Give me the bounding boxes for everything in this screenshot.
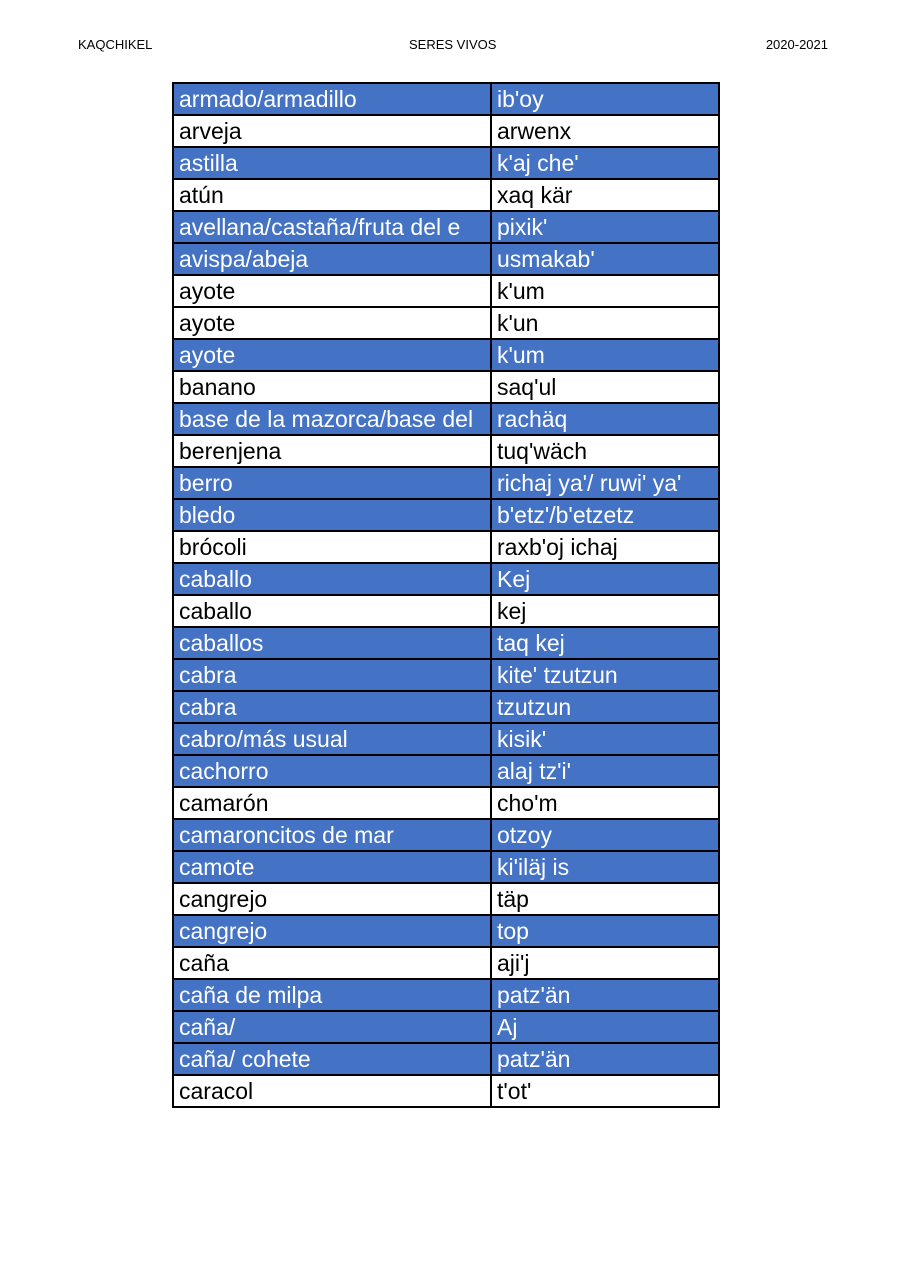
table-row	[173, 755, 719, 787]
table-row	[173, 147, 719, 179]
table-row	[173, 243, 719, 275]
kaqchikel-cell: tzutzun	[491, 691, 719, 723]
spanish-cell: avellana/castaña/fruta del e	[173, 211, 491, 243]
table-row	[173, 563, 719, 595]
kaqchikel-cell: ib'oy	[491, 83, 719, 115]
kaqchikel-cell: arwenx	[491, 115, 719, 147]
spanish-cell: caña	[173, 947, 491, 979]
kaqchikel-cell: k'um	[491, 339, 719, 371]
kaqchikel-cell: aji'j	[491, 947, 719, 979]
kaqchikel-cell: rachäq	[491, 403, 719, 435]
kaqchikel-cell: saq'ul	[491, 371, 719, 403]
spanish-cell: caballo	[173, 563, 491, 595]
spanish-cell: avispa/abeja	[173, 243, 491, 275]
spanish-cell: cachorro	[173, 755, 491, 787]
kaqchikel-cell: patz'än	[491, 1043, 719, 1075]
spanish-cell: ayote	[173, 275, 491, 307]
table-row	[173, 179, 719, 211]
spanish-cell: cabra	[173, 691, 491, 723]
table-row	[173, 595, 719, 627]
kaqchikel-cell: pixik'	[491, 211, 719, 243]
kaqchikel-cell: kite' tzutzun	[491, 659, 719, 691]
table-row	[173, 115, 719, 147]
kaqchikel-cell: usmakab'	[491, 243, 719, 275]
spanish-cell: caña/	[173, 1011, 491, 1043]
spanish-cell: arveja	[173, 115, 491, 147]
kaqchikel-cell: b'etz'/b'etzetz	[491, 499, 719, 531]
table-row	[173, 211, 719, 243]
table-row	[173, 83, 719, 115]
kaqchikel-cell: k'un	[491, 307, 719, 339]
table-row	[173, 403, 719, 435]
table-row	[173, 1075, 719, 1107]
kaqchikel-cell: täp	[491, 883, 719, 915]
table-row	[173, 915, 719, 947]
kaqchikel-cell: alaj tz'i'	[491, 755, 719, 787]
kaqchikel-cell: tuq'wäch	[491, 435, 719, 467]
spanish-cell: camote	[173, 851, 491, 883]
spanish-cell: brócoli	[173, 531, 491, 563]
table-row	[173, 659, 719, 691]
kaqchikel-cell: top	[491, 915, 719, 947]
table-row	[173, 883, 719, 915]
spanish-cell: ayote	[173, 339, 491, 371]
kaqchikel-cell: Aj	[491, 1011, 719, 1043]
kaqchikel-cell: patz'än	[491, 979, 719, 1011]
spanish-cell: caracol	[173, 1075, 491, 1107]
table-row	[173, 531, 719, 563]
spanish-cell: banano	[173, 371, 491, 403]
vocabulary-table	[172, 82, 720, 1108]
kaqchikel-cell: xaq kär	[491, 179, 719, 211]
kaqchikel-cell: kisik'	[491, 723, 719, 755]
table-row	[173, 307, 719, 339]
table-row	[173, 691, 719, 723]
spanish-cell: caña de milpa	[173, 979, 491, 1011]
spanish-cell: caña/ cohete	[173, 1043, 491, 1075]
table-row	[173, 339, 719, 371]
table-row	[173, 371, 719, 403]
table-row	[173, 787, 719, 819]
spanish-cell: armado/armadillo	[173, 83, 491, 115]
table-row	[173, 627, 719, 659]
kaqchikel-cell: taq kej	[491, 627, 719, 659]
spanish-cell: berro	[173, 467, 491, 499]
table-row	[173, 1043, 719, 1075]
spanish-cell: berenjena	[173, 435, 491, 467]
table-row	[173, 1011, 719, 1043]
kaqchikel-cell: richaj ya'/ ruwi' ya'	[491, 467, 719, 499]
spanish-cell: astilla	[173, 147, 491, 179]
table-row	[173, 723, 719, 755]
spanish-cell: base de la mazorca/base del	[173, 403, 491, 435]
spanish-cell: caballo	[173, 595, 491, 627]
kaqchikel-cell: t'ot'	[491, 1075, 719, 1107]
table-row	[173, 947, 719, 979]
spanish-cell: camaroncitos de mar	[173, 819, 491, 851]
table-row	[173, 275, 719, 307]
kaqchikel-cell: kej	[491, 595, 719, 627]
header-year: 2020-2021	[765, 37, 828, 52]
kaqchikel-cell: otzoy	[491, 819, 719, 851]
spanish-cell: ayote	[173, 307, 491, 339]
spanish-cell: bledo	[173, 499, 491, 531]
spanish-cell: camarón	[173, 787, 491, 819]
kaqchikel-cell: k'aj che'	[491, 147, 719, 179]
table-row	[173, 819, 719, 851]
vocabulary-table-body	[173, 83, 719, 1107]
table-row	[173, 435, 719, 467]
kaqchikel-cell: ki'iläj is	[491, 851, 719, 883]
header-left-label: KAQCHIKEL	[78, 37, 153, 52]
table-row	[173, 499, 719, 531]
spanish-cell: cangrejo	[173, 915, 491, 947]
spanish-cell: caballos	[173, 627, 491, 659]
kaqchikel-cell: k'um	[491, 275, 719, 307]
kaqchikel-cell: Kej	[491, 563, 719, 595]
spanish-cell: atún	[173, 179, 491, 211]
kaqchikel-cell: raxb'oj ichaj	[491, 531, 719, 563]
table-row	[173, 979, 719, 1011]
spanish-cell: cangrejo	[173, 883, 491, 915]
table-row	[173, 851, 719, 883]
header-title: SERES VIVOS	[409, 37, 497, 52]
spanish-cell: cabra	[173, 659, 491, 691]
table-row	[173, 467, 719, 499]
spanish-cell: cabro/más usual	[173, 723, 491, 755]
kaqchikel-cell: cho'm	[491, 787, 719, 819]
